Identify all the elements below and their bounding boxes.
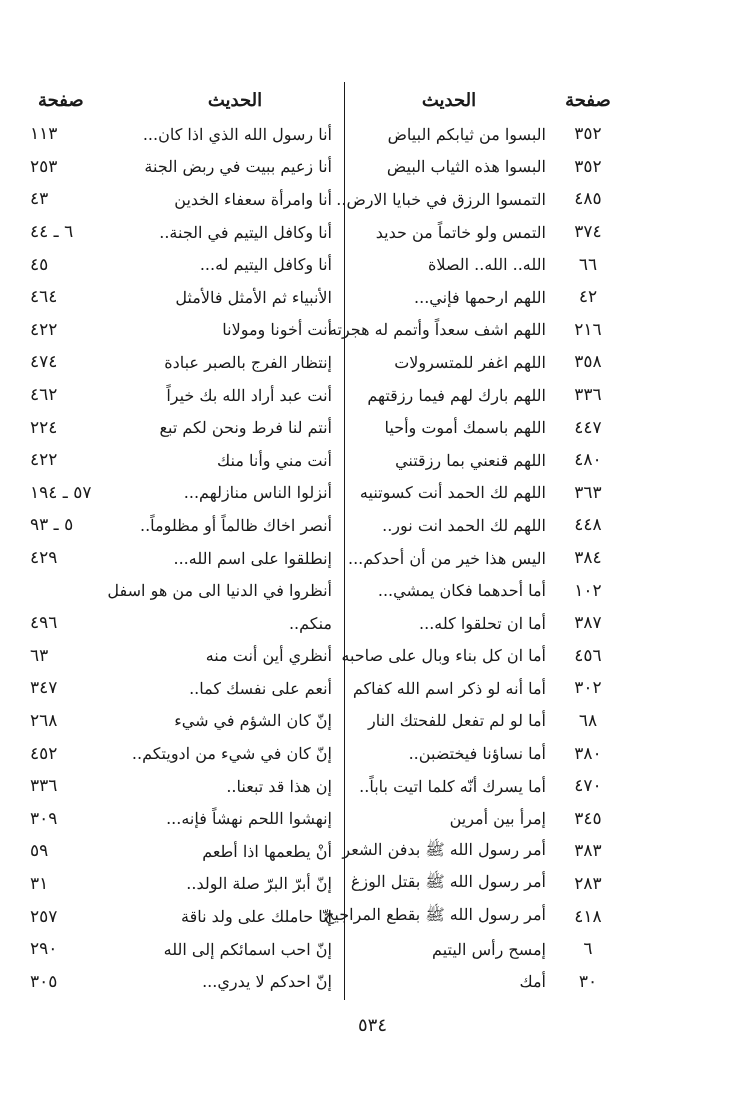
- page-header-label: صفحة: [565, 89, 611, 111]
- entry-page-number: ٤٥: [30, 254, 49, 275]
- index-entry: [30, 802, 336, 835]
- entry-hadith-text: أنت مني وأنا منك: [217, 450, 332, 470]
- entry-page-number: ٢٥٣: [30, 156, 58, 177]
- entry-page-number: ٦: [583, 939, 593, 960]
- entry-page-number: ١٠٢: [574, 580, 602, 601]
- entry-hadith-text: التمس ولو خاتماً من حديد: [375, 222, 546, 242]
- entry-page-number: ٤٧٠: [574, 776, 602, 797]
- entry-page-number: ٤٢٩: [30, 548, 58, 569]
- entry-page-number: ٤٦٢: [30, 385, 58, 406]
- entry-hadith-text: أنصر اخاك ظالماً أو مظلوماً..: [140, 515, 332, 535]
- entry-page-number: ٤٥٢: [30, 743, 58, 764]
- entry-hadith-text: أنا رسول الله الذي اذا كان...: [142, 124, 332, 144]
- entry-page-number: ٣٥٨: [574, 352, 602, 373]
- entry-hadith-text: أنظروا في الدنيا الى من هو اسفل: [107, 581, 332, 601]
- index-entry: [30, 216, 336, 249]
- index-entry: [336, 183, 620, 216]
- entry-page-number: ٦٨: [578, 710, 598, 731]
- index-entry: [30, 379, 336, 412]
- index-entry: [30, 933, 336, 966]
- index-entry: [352, 737, 620, 770]
- index-entry: [352, 509, 620, 542]
- entry-hadith-text: أنت أخونا ومولانا: [222, 320, 332, 340]
- index-entry: [352, 770, 620, 803]
- entry-hadith-text: البسوا من ثيابكم البياض: [387, 124, 546, 144]
- entry-hadith-text: إنّ كان في شيء من ادويتكم..: [131, 744, 332, 764]
- index-entry: [341, 640, 620, 673]
- entry-page-number: ٤٨٥: [574, 189, 602, 210]
- index-entry: [30, 314, 336, 347]
- index-entry: [352, 574, 620, 607]
- entry-hadith-text: أمك: [519, 972, 546, 992]
- entry-page-number: ٣٠٢: [574, 678, 602, 699]
- index-entry: [30, 640, 336, 673]
- index-entry: [30, 900, 336, 933]
- entry-hadith-text: أما أنه لو ذكر اسم الله كفاكم: [352, 678, 546, 698]
- index-entry: [30, 183, 336, 216]
- entry-hadith-text: اللهم بارك لهم فيما رزقتهم: [367, 385, 546, 405]
- index-entry: [30, 411, 336, 444]
- index-entry: [352, 379, 620, 412]
- entry-page-number: ٢٨٣: [574, 873, 602, 894]
- entry-page-number: ٥ ـ ٩٣: [30, 515, 74, 536]
- index-entry: [30, 607, 336, 640]
- entry-hadith-text: أما أحدهما فكان يمشي...: [377, 581, 546, 601]
- index-entry: [352, 216, 620, 249]
- entry-hadith-text: إنتظار الفرج بالصبر عبادة: [164, 352, 332, 372]
- entry-hadith-text: منكم..: [288, 613, 332, 633]
- entry-hadith-text: أنت عبد أراد الله بك خيراً: [166, 385, 332, 405]
- entry-page-number: ٦ ـ ٤٤: [30, 222, 74, 243]
- entry-hadith-text: إنطلقوا على اسم الله...: [173, 548, 332, 568]
- entry-hadith-text: اليس هذا خير من أن أحدكم...: [347, 548, 546, 568]
- index-entry: [30, 118, 336, 151]
- entry-page-number: ١١٣: [30, 124, 58, 145]
- entry-page-number: ٣٨٣: [574, 841, 602, 862]
- entry-page-number: ٣٤٧: [30, 678, 58, 699]
- entry-hadith-text: أنا وامرأة سعفاء الخدين: [174, 189, 332, 209]
- entry-hadith-text: أما ان تحلقوا كله...: [419, 613, 546, 633]
- entry-page-number: ٤١٨: [574, 906, 602, 927]
- entry-hadith-text: إنّ احدكم لا يدري...: [202, 972, 332, 992]
- entry-hadith-text: أما يسرك أنّه كلما اتيت باباً..: [359, 776, 546, 796]
- hadith-header-label: الحديث: [207, 89, 263, 111]
- index-entry: [30, 346, 336, 379]
- entry-page-number: ٣٨٧: [574, 613, 602, 634]
- index-entry: [30, 770, 336, 803]
- entry-page-number: ٣٠: [578, 971, 598, 992]
- column-divider: [344, 82, 345, 1000]
- entry-hadith-text: أمر رسول الله ﷺ بقطع المراجيح: [324, 905, 546, 925]
- entry-page-number: ٤٧٤: [30, 352, 58, 373]
- entry-page-number: ٦٦: [578, 254, 598, 275]
- index-entry: [352, 705, 620, 738]
- entry-page-number: ٢٩٠: [30, 939, 58, 960]
- entry-hadith-text: إنهشوا اللحم نهشاً فإنه...: [166, 809, 332, 829]
- index-entry: [30, 965, 336, 998]
- entry-page-number: ٥٧ ـ ١٩٤: [30, 482, 92, 503]
- page-header-label: صفحة: [38, 89, 84, 111]
- entry-hadith-text: البسوا هذه الثياب البيض: [386, 157, 546, 177]
- index-entry: [30, 868, 336, 901]
- entry-page-number: ٣٧٤: [574, 222, 602, 243]
- entry-hadith-text: إمرأ بين أمرين: [449, 809, 546, 829]
- entry-page-number: ٣٠٩: [30, 808, 58, 829]
- entry-hadith-text: إنّ كان الشؤم في شيء: [174, 711, 332, 731]
- index-entry: [30, 151, 336, 184]
- entry-hadith-text: إن هذا قد تبعنا..: [226, 776, 332, 796]
- index-entry: [352, 965, 620, 998]
- entry-hadith-text: أنا وكافل اليتيم له...: [199, 255, 332, 275]
- entry-hadith-text: أنا زعيم ببيت في ربض الجنة: [144, 157, 332, 177]
- entry-hadith-text: أمر رسول الله ﷺ بقتل الوزغ: [350, 872, 546, 892]
- entry-hadith-text: أنزلوا الناس منازلهم...: [183, 483, 332, 503]
- index-entry: [352, 933, 620, 966]
- entry-hadith-text: الله.. الله.. الصلاة: [427, 255, 546, 275]
- entry-page-number: ٣٨٠: [574, 743, 602, 764]
- index-entry: [30, 705, 336, 738]
- entry-page-number: ٤٤٧: [574, 417, 602, 438]
- index-entry: [30, 281, 336, 314]
- entry-hadith-text: اللهم اشف سعداً وأتمم له هجرته: [328, 320, 546, 340]
- index-entry: [352, 411, 620, 444]
- entry-page-number: ٤٥٦: [574, 645, 602, 666]
- entry-hadith-text: إمسح رأس اليتيم: [432, 939, 546, 959]
- index-entry: [30, 248, 336, 281]
- index-entry: [30, 574, 336, 607]
- entry-page-number: ٣٥٢: [574, 124, 602, 145]
- entry-page-number: ٢٥٧: [30, 906, 58, 927]
- index-entry: [30, 509, 336, 542]
- index-entry: [30, 477, 336, 510]
- index-entry: [352, 672, 620, 705]
- index-entry: [352, 346, 620, 379]
- entry-page-number: ٤٨٠: [574, 450, 602, 471]
- entry-hadith-text: أنتم لنا فرط ونحن لكم تبع: [159, 418, 332, 438]
- column-header: [30, 82, 336, 118]
- index-entry: [324, 900, 620, 933]
- index-entry: [342, 835, 620, 868]
- entry-hadith-text: إنّ أبرّ البرّ صلة الولد..: [186, 874, 332, 894]
- index-entry: [352, 248, 620, 281]
- entry-hadith-text: اللهم لك الحمد انت نور..: [382, 515, 546, 535]
- entry-hadith-text: الأنبياء ثم الأمثل فالأمثل: [175, 287, 332, 307]
- index-entry: [30, 542, 336, 575]
- index-entry: [352, 151, 620, 184]
- entry-hadith-text: أما ان كل بناء وبال على صاحبه: [341, 646, 546, 666]
- entry-hadith-text: اللهم اغفر للمتسرولات: [394, 352, 546, 372]
- entry-hadith-text: أنا وكافل اليتيم في الجنة..: [159, 222, 332, 242]
- index-column-right: [324, 82, 620, 998]
- entry-page-number: ٤٩٦: [30, 613, 58, 634]
- index-entry: [352, 281, 620, 314]
- entry-page-number: ٤٣: [30, 189, 49, 210]
- index-entry: [328, 314, 620, 347]
- entry-hadith-text: أما نساؤنا فيختضبن..: [408, 744, 546, 764]
- index-column-left: [30, 82, 336, 998]
- index-entry: [352, 607, 620, 640]
- hadith-header-label: الحديث: [421, 89, 477, 111]
- entry-page-number: ٤٤٨: [574, 515, 602, 536]
- entry-page-number: ٤٢: [578, 287, 598, 308]
- entry-page-number: ٢٦٨: [30, 710, 58, 731]
- index-entry: [352, 118, 620, 151]
- entry-page-number: ٤٢٢: [30, 319, 58, 340]
- index-entry: [352, 802, 620, 835]
- entry-page-number: ٢١٦: [574, 319, 602, 340]
- entry-hadith-text: أمر رسول الله ﷺ بدفن الشعر: [342, 839, 546, 859]
- column-header: [352, 82, 620, 118]
- entry-page-number: ٣٣٦: [574, 385, 602, 406]
- page-number: ٥٣٤: [357, 1015, 387, 1036]
- entry-hadith-text: اللهم ارحمها فإني...: [414, 287, 546, 307]
- index-entry: [30, 737, 336, 770]
- index-entry: [352, 477, 620, 510]
- entry-hadith-text: اللهم قنعني بما رزقتني: [395, 450, 546, 470]
- entry-page-number: ٣٨٤: [574, 548, 602, 569]
- entry-page-number: ٥٩: [30, 841, 49, 862]
- entry-hadith-text: أنظري أين أنت منه: [205, 646, 332, 666]
- entry-page-number: ٣٣٦: [30, 776, 58, 797]
- entry-page-number: ٣٠٥: [30, 971, 58, 992]
- entry-page-number: ٣٥٢: [574, 156, 602, 177]
- index-entry: [352, 868, 620, 901]
- entry-page-number: ٤٦٤: [30, 287, 58, 308]
- index-entry: [352, 444, 620, 477]
- entry-page-number: ٤٢٢: [30, 450, 58, 471]
- entry-hadith-text: اللهم باسمك أموت وأحيا: [384, 418, 546, 438]
- entry-hadith-text: أنْ يطعمها اذا أطعم: [202, 841, 332, 861]
- entry-page-number: ٦٣: [30, 645, 49, 666]
- entry-page-number: ٢٢٤: [30, 417, 58, 438]
- index-entry: [30, 672, 336, 705]
- entry-page-number: ٣٦٣: [574, 482, 602, 503]
- index-entry: [30, 444, 336, 477]
- entry-page-number: ٣١: [30, 873, 49, 894]
- index-entry: [347, 542, 620, 575]
- entry-hadith-text: أما لو لم تفعل للفحتك النار: [367, 711, 546, 731]
- entry-hadith-text: التمسوا الرزق في خبايا الارض..: [336, 189, 546, 209]
- entry-hadith-text: اللهم لك الحمد أنت كسوتنيه: [359, 483, 546, 503]
- index-entry: [30, 835, 336, 868]
- entry-hadith-text: أنعم على نفسك كما..: [189, 678, 332, 698]
- entry-page-number: ٣٤٥: [574, 808, 602, 829]
- entry-hadith-text: إنّ احب اسمائكم إلى الله: [163, 939, 332, 959]
- entry-hadith-text: إنّا حاملك على ولد ناقة: [181, 907, 332, 927]
